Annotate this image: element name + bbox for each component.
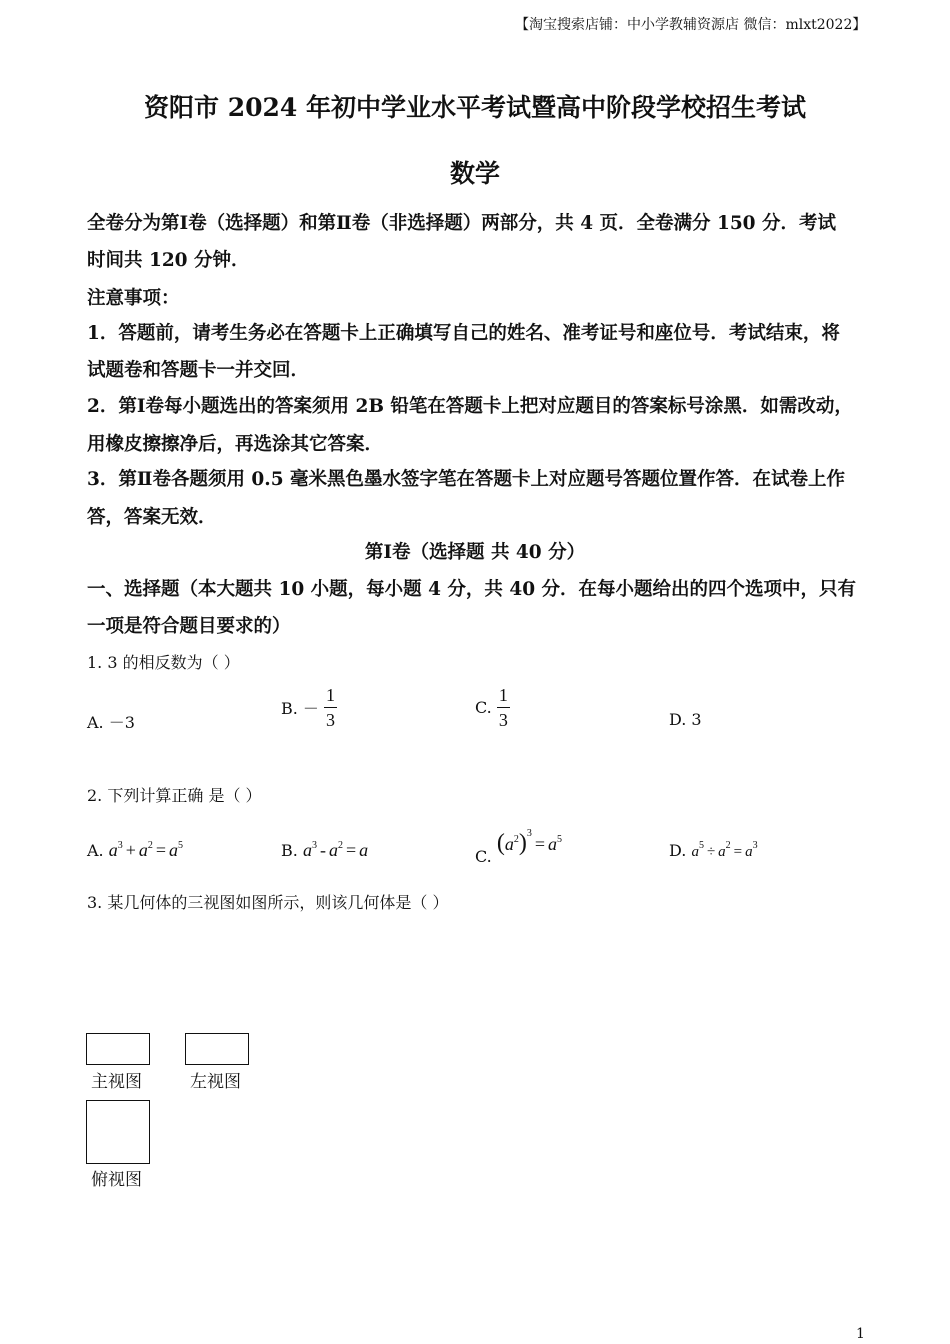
- notice-line-2: 试题卷和答题卡一并交回．: [87, 360, 310, 381]
- page-number: 1: [856, 1326, 865, 1342]
- fraction-denominator: 3: [326, 710, 336, 730]
- exam-title: 资阳市 2024 年初中学业水平考试暨高中阶段学校招生考试: [144, 93, 806, 122]
- q2-option-d: [669, 840, 758, 861]
- top-view-label: 俯视图: [91, 1170, 142, 1190]
- option-prefix: B.: [281, 841, 298, 860]
- part-one-line-1: 一、选择题（本大题共 10 小题，每小题 4 分，共 40 分．在每小题给出的四个选项中，只有: [87, 579, 857, 600]
- q1-option-c-fraction: [497, 683, 510, 732]
- section-title: 第Ⅰ卷（选择题 共 40 分）: [364, 542, 586, 563]
- notice-line-4: 用橡皮擦擦净后，再选涂其它答案．: [87, 434, 384, 455]
- question-1-stem: 1. 3 的相反数为（ ）: [87, 653, 240, 672]
- q1-option-d: D. 3: [669, 710, 702, 729]
- q2-option-a: [87, 840, 183, 861]
- front-view-label: 主视图: [91, 1072, 142, 1092]
- top-view-square: [86, 1100, 150, 1164]
- q2-option-b-expression: $a^3 - a^2 = a$: [302, 840, 369, 860]
- q2-option-a-expression: $a^3 + a^2 = a^5$: [108, 840, 184, 860]
- q2-option-b: [281, 840, 368, 861]
- notice-line-6: 答，答案无效．: [87, 507, 217, 528]
- intro-line-2: 时间共 120 分钟．: [87, 250, 250, 271]
- q2-option-c: [475, 828, 562, 866]
- notice-title: 注意事项：: [87, 288, 180, 309]
- q2-option-d-expression: $a^5 \div a^2 = a^3$: [691, 840, 758, 860]
- intro-line-1: 全卷分为第Ⅰ卷（选择题）和第Ⅱ卷（非选择题）两部分，共 4 页．全卷满分 150 分．考试: [87, 213, 837, 234]
- question-3-stem: 3. 某几何体的三视图如图所示，则该几何体是（ ）: [87, 893, 449, 912]
- q1-option-b-fraction: [324, 683, 337, 732]
- fraction-numerator: 1: [497, 683, 510, 708]
- q1-option-a: A. －3: [87, 713, 135, 732]
- notice-line-1: 1．答题前，请考生务必在答题卡上正确填写自己的姓名、准考证号和座位号．考试结束，将: [87, 323, 840, 344]
- fraction-numerator: 1: [324, 683, 337, 708]
- q1-option-b-prefix: B. －: [281, 699, 319, 718]
- q2-option-c-expression: $(a^2)^3= a^5$: [496, 828, 563, 856]
- q1-option-c-prefix: C.: [475, 698, 492, 717]
- front-view-rectangle: [86, 1033, 150, 1065]
- exam-subject: 数学: [449, 159, 500, 188]
- option-prefix: A.: [87, 841, 104, 860]
- option-prefix: C.: [475, 847, 492, 866]
- part-one-line-2: 一项是符合题目要求的）: [87, 616, 291, 637]
- question-2-stem: 2. 下列计算正确 是（ ）: [87, 786, 262, 805]
- notice-line-5: 3．第Ⅱ卷各题须用 0.5 毫米黑色墨水签字笔在答题卡上对应题号答题位置作答．在试卷上作: [87, 469, 846, 490]
- fraction-denominator: 3: [498, 710, 508, 730]
- notice-line-3: 2．第Ⅰ卷每小题选出的答案须用 2B 铅笔在答题卡上把对应题目的答案标号涂黑．如需改动，: [87, 396, 853, 417]
- left-view-label: 左视图: [190, 1072, 241, 1092]
- option-prefix: D.: [669, 841, 687, 860]
- q1-option-b: [281, 683, 337, 732]
- left-view-rectangle: [185, 1033, 249, 1065]
- header-note: 【淘宝搜索店铺：中小学教辅资源店 微信：mlxt2022】: [515, 17, 867, 33]
- q1-option-c: [475, 683, 510, 732]
